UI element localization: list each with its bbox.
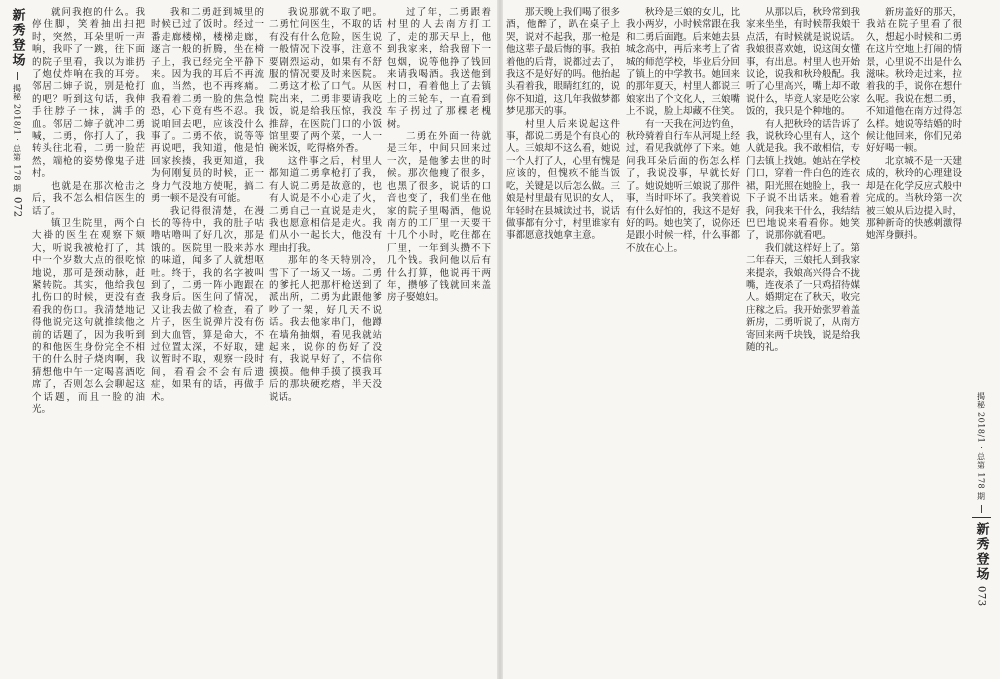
paragraph: 过了年，二勇跟着村里的人去南方打工了，走的那天早上，他到我家来，给我留下一包烟，说等他挣了钱回来请我喝酒。我送他到村口，看着他上了去镇上的三轮车，一直看到车子拐过了那棵老槐树。: [387, 7, 491, 130]
text-column-2: [151, 7, 264, 671]
text-column-6: [626, 7, 740, 671]
paragraph: 就问我抱的什么。我停住脚，笑着抽出扫把时，突然，耳朵里听一声响，我吓了一跳，往下面的院子里看，我以为谁扔了炮仗炸响在我的耳旁。邻居二婶子说，别是枪打的吧？听到这句话，我伸手往脖子一抹，满手的血。邻居二婶子就冲二勇喊，二勇，你打人了，我转头往北看，二勇一脸茫然，端枪的姿势像鬼子进村。: [32, 7, 145, 180]
text-column-1: [32, 7, 145, 671]
paragraph: 二勇在外面一待就是三年，中间只回来过一次，是他爹去世的时候。那次他瘦了很多，也黑了很多，说话的口音也变了，我们坐在他家的院子里喝酒，他说南方的工厂里一天要干十几个小时，吃住都在厂里，一年到头攒不下几个钱。我问他以后有什么打算，他说再干两年，攒够了钱就回来盖房子娶媳妇。: [387, 131, 491, 304]
page-gutter: [497, 0, 503, 679]
right-running-head: [968, 392, 994, 606]
head-divider-right: [981, 505, 982, 513]
paragraph: 我记得很清楚，在漫长的等待中，我的肚子咕噜咕噜叫了好几次，那是饿的。医院里一股来苏水的味道，闻多了人就想呕吐。终于，我的名字被叫到了，二勇一阵小跑跟在我身后。医生问了情况，又让我去做了检查，看了片子，医生说弹片没有伤到大血管，算是命大，不过位置太深，不好取，建议暂时不取，观察一段时间，看看会不会有后遗症，如果有的话，再做手术。: [151, 205, 264, 403]
paragraph: 我和二勇赶到城里的时候已过了饭时。经过一番走廊楼梯，楼梯走廊，逐言一般的折腾，坐在椅子上，我已经完全平静下来。因为我的耳后不再流血，当然，也不再疼痛。我看着二勇一脸的焦急惶恐，心下竟有些不忍。我说咱回去吧，应该没什么事了。二勇不依，说等等再说吧，我知道，他是怕回家挨揍，我更知道，我为何刚复员的时候，正一身力气没地方使呢，搞二勇一顿不是没有可能。: [151, 7, 264, 205]
paragraph: 有人把秋玲的话告诉了我，说秋玲心里有人，这个人就是我。我不敢相信，专门去镇上找她。她站在学校门口，穿着一件白色的连衣裙，阳光照在她脸上，我一下子说不出话来。她看着我，问我来干什么，我结结巴巴地说来看看你。她笑了，说那你就看吧。: [746, 118, 860, 242]
paragraph: 我说那就不取了吧。二勇忙问医生，不取的话有没有什么危险，医生说一般情况下没事，注意不要剧烈运动，如果有不舒服的情况要及时来医院。二勇这才松了口气。从医院出来，二勇非要请我吃饭，说是给我压惊，我没推辞，在医院门口的小饭馆里要了两个菜，一人一碗米饭，吃得格外香。: [269, 7, 382, 155]
paragraph: 秋玲是三娘的女儿，比我小两岁，小时候常跟在我和二勇后面跑。后来她去县城念高中，再后来考上了省城的师范学校，毕业后分回了镇上的中学教书。她回来的那年夏天，村里人都说三娘家出了个文化人，三娘嘴上不说，脸上却藏不住笑。: [626, 7, 740, 118]
text-column-5: [506, 7, 620, 671]
paragraph: 那天晚上我们喝了很多酒，他醉了，趴在桌子上哭，说对不起我，那一枪是他这辈子最后悔的事。我拍着他的后背，说都过去了，我这不是好好的吗。他抬起头看着我，眼睛红红的，说你不知道，这几年我做梦都梦见那天的事。: [506, 7, 620, 118]
section-title-right: 新秀登场: [972, 517, 991, 582]
paragraph: 那年的冬天特别冷，雪下了一场又一场。二勇的爹托人把那杆枪送到了派出所，二勇为此跟他爹吵了一架，好几天不说话。我去他家串门，他蹲在墙角抽烟，看见我就站起来，说你的伤好了没有，我说早好了，不信你摸摸。他伸手摸了摸我耳后的那块硬疙瘩，半天没说话。: [269, 255, 382, 403]
text-column-4: [387, 7, 491, 671]
issue-info: 揭秘 2018/1 · 总第 178 期: [12, 84, 22, 193]
paragraph: 我们就这样好上了。第二年春天，三娘托人到我家来提亲，我娘高兴得合不拢嘴，连夜杀了一只鸡招待媒人。婚期定在了秋天，收完庄稼之后。我开始张罗着盖新房，二勇听说了，从南方寄回来两千块钱，说是给我随的礼。: [746, 242, 860, 353]
paragraph: 从那以后，秋玲常到我家来坐坐，有时候帮我娘干点活，有时候就是说说话。我娘很喜欢她，说这闺女懂事，有出息。村里人也开始议论，说我和秋玲般配。我听了心里高兴，嘴上却不敢说什么，毕竟人家是吃公家饭的，我只是个种地的。: [746, 7, 860, 118]
section-title: 新秀登场: [9, 8, 25, 68]
left-running-head: [6, 8, 28, 217]
paragraph: 村里人后来说起这件事，都说二勇是个有良心的人。三娘却不这么看，她说一个人打了人，心里有愧是应该的，但愧疚不能当饭吃，关键是以后怎么做。三娘是村里最有见识的女人，年轻时在县城读过书，说话做事都有分寸，村里谁家有事都愿意找她拿主意。: [506, 118, 620, 242]
left-page-number: 072: [11, 196, 23, 218]
right-page-number: 073: [975, 585, 987, 607]
paragraph: 镇卫生院里，两个白大褂的医生在观察下颏大，听说我被枪打了，其中一个岁数大点的很吃惊地说，那可是颈动脉，赶紧转院。其实，他给我包扎伤口的时候，更没有查看我的伤口。我清楚地记得他说完这句就推续他之前的话题了，因为我听到的和他医生身份完全不相干的什么肘子烧肉啊，我猜想他中午一定喝喜酒吃席了，否则怎么会聊起这个话题，而且一脸的油光。: [32, 217, 145, 415]
paragraph: 这件事之后，村里人都知道二勇拿枪打了我，有人说二勇是故意的，也有人说是不小心走了火，二勇自己一直说是走火，我也愿意相信是走火。我们从小一起长大，他没有理由打我。: [269, 155, 382, 254]
head-divider: [17, 72, 18, 80]
text-column-3: [269, 7, 382, 671]
paragraph: 也就是在那次枪击之后，我不怎么相信医生的话了。: [32, 180, 145, 217]
issue-info-right: 揭秘 2018/1 · 总第 178 期: [976, 392, 986, 501]
text-column-8: [866, 7, 962, 671]
paragraph: 新房盖好的那天，我站在院子里看了很久，想起小时候和二勇在这片空地上打闹的情景，心里说不出是什么滋味。秋玲走过来，拉着我的手，说你在想什么呢。我说在想二勇，不知道他在南方过得怎么样。她说等结婚的时候让他回来，你们兄弟好好喝一顿。: [866, 7, 962, 155]
paragraph: 有一天我在河边钓鱼，秋玲骑着自行车从河堤上经过，看见我就停了下来。她问我耳朵后面的伤怎么样了，我说没事，早就长好了。她说她听三娘说了那件事，当时吓坏了。我笑着说有什么好怕的，我这不是好好的吗。她也笑了，说你还是跟小时候一样，什么事都不放在心上。: [626, 118, 740, 254]
text-column-7: [746, 7, 860, 671]
paragraph: 北京城不是一天建成的，秋玲的心理建设却是在化学反应式般中完成的。当秋玲第一次被三娘从后边提入时，那种新奇的快感刺激得她浑身颤抖。: [866, 155, 962, 242]
